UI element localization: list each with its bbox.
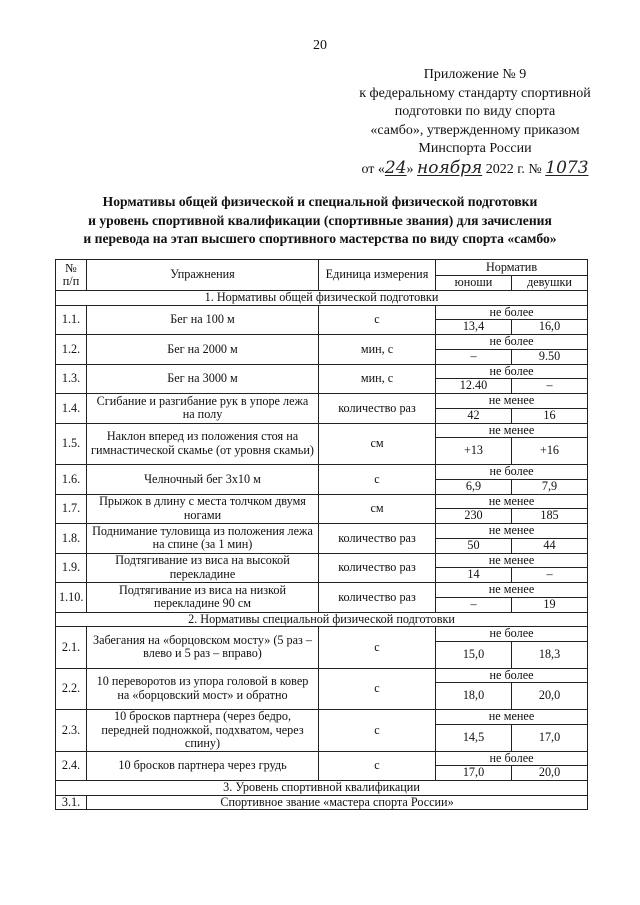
unit: с — [319, 668, 436, 710]
header-norm: Норматив — [436, 260, 588, 276]
exercise-name: Челночный бег 3х10 м — [87, 465, 319, 495]
girls-value: 9.50 — [512, 349, 588, 364]
unit: с — [319, 710, 436, 752]
norm-condition: не менее — [436, 423, 588, 438]
section-2-title: 2. Нормативы специальной физической подготовки — [56, 612, 588, 627]
norm-condition: не менее — [436, 524, 588, 539]
girls-value: 17,0 — [512, 724, 588, 751]
table-row — [56, 394, 588, 409]
appendix-line-2: к федеральному стандарту спортивной — [359, 85, 591, 101]
table-row — [56, 627, 588, 642]
table-row — [56, 795, 588, 810]
header-boys: юноши — [436, 275, 512, 291]
boys-value: 230 — [436, 509, 512, 524]
date-prefix: от « — [361, 161, 385, 177]
norm-condition: не более — [436, 751, 588, 766]
table-row — [56, 423, 588, 438]
boys-value: 18,0 — [436, 683, 512, 710]
section-3-title: 3. Уровень спортивной квалификации — [56, 781, 588, 796]
title-line-2: и уровень спортивной квалификации (спортивные звания) для зачисления — [88, 212, 552, 228]
boys-value: 15,0 — [436, 641, 512, 668]
girls-value: – — [512, 568, 588, 583]
table-row — [56, 524, 588, 539]
exercise-name: Поднимание туловища из положения лежа на спине (за 1 мин) — [87, 524, 319, 554]
norm-condition: не более — [436, 364, 588, 379]
appendix-header — [330, 66, 620, 179]
row-number: 2.3. — [56, 710, 87, 752]
row-number: 1.7. — [56, 494, 87, 524]
girls-value: 20,0 — [512, 683, 588, 710]
norm-condition: не менее — [436, 394, 588, 409]
appendix-line-4: «самбо», утвержденному приказом — [370, 122, 580, 138]
unit: количество раз — [319, 524, 436, 554]
boys-value: +13 — [436, 438, 512, 465]
exercise-name: Подтягивание из виса на низкой перекладине 90 см — [87, 583, 319, 613]
row-number: 1.5. — [56, 423, 87, 465]
page-number: 20 — [313, 38, 327, 53]
norm-condition: не менее — [436, 583, 588, 598]
appendix-line-1: Приложение № 9 — [423, 67, 527, 82]
exercise-name: 10 бросков партнера (через бедро, передней подножкой, подхватом, через спину) — [87, 710, 319, 752]
unit: с — [319, 627, 436, 669]
exercise-name: Забегания на «борцовском мосту» (5 раз – влево и 5 раз – вправо) — [87, 627, 319, 669]
header-girls: девушки — [512, 275, 588, 291]
row-number: 1.9. — [56, 553, 87, 583]
row-number: 1.2. — [56, 335, 87, 365]
exercise-name: Бег на 100 м — [87, 305, 319, 335]
exercise-name: Бег на 2000 м — [87, 335, 319, 365]
boys-value: – — [436, 597, 512, 612]
row-number: 2.2. — [56, 668, 87, 710]
header-row — [56, 260, 588, 276]
girls-value: 16 — [512, 408, 588, 423]
table-row — [56, 710, 588, 725]
date-year: 2022 г. № — [485, 161, 542, 177]
document-title — [20, 193, 620, 249]
standards-table — [55, 259, 588, 810]
girls-value: 18,3 — [512, 641, 588, 668]
row-number: 3.1. — [56, 795, 87, 810]
unit: мин, с — [319, 364, 436, 394]
boys-value: 14,5 — [436, 724, 512, 751]
unit: мин, с — [319, 335, 436, 365]
row-number: 1.1. — [56, 305, 87, 335]
appendix-line-3: подготовки по виду спорта — [394, 104, 556, 119]
norm-condition: не более — [436, 465, 588, 480]
header-exercise: Упражнения — [87, 260, 319, 291]
exercise-name: 10 переворотов из упора головой в ковер на «борцовский мост» и обратно — [87, 668, 319, 710]
unit: с — [319, 751, 436, 781]
row-number: 1.3. — [56, 364, 87, 394]
girls-value: 19 — [512, 597, 588, 612]
row-number: 1.8. — [56, 524, 87, 554]
exercise-name: Сгибание и разгибание рук в упоре лежа на полу — [87, 394, 319, 424]
norm-condition: не более — [436, 305, 588, 320]
norm-condition: не более — [436, 335, 588, 350]
table-row — [56, 553, 588, 568]
unit: количество раз — [319, 394, 436, 424]
unit: количество раз — [319, 553, 436, 583]
boys-value: 14 — [436, 568, 512, 583]
unit: см — [319, 494, 436, 524]
row-number: 1.4. — [56, 394, 87, 424]
section-1-title: 1. Нормативы общей физической подготовки — [56, 291, 588, 306]
header-unit: Единица измерения — [319, 260, 436, 291]
girls-value: 185 — [512, 509, 588, 524]
qualification-name: Спортивное звание «мастера спорта России» — [87, 795, 588, 810]
norm-condition: не более — [436, 668, 588, 683]
boys-value: 6,9 — [436, 479, 512, 494]
boys-value: 13,4 — [436, 320, 512, 335]
table-row — [56, 583, 588, 598]
handwritten-day: 24 — [384, 157, 407, 178]
boys-value: 17,0 — [436, 766, 512, 781]
title-line-3: и перевода на этап высшего спортивного мастерства по виду спорта «самбо» — [83, 231, 557, 246]
title-line-1: Нормативы общей физической и специальной физической подготовки — [102, 194, 538, 209]
girls-value: +16 — [512, 438, 588, 465]
section-3 — [56, 781, 588, 796]
girls-value: 16,0 — [512, 320, 588, 335]
unit: см — [319, 423, 436, 465]
table-row — [56, 364, 588, 379]
girls-value: 44 — [512, 538, 588, 553]
section-1 — [56, 291, 588, 306]
unit: с — [319, 305, 436, 335]
row-number: 2.4. — [56, 751, 87, 781]
exercise-name: Подтягивание из виса на высокой перекладине — [87, 553, 319, 583]
appendix-date-line — [330, 159, 620, 180]
unit: с — [319, 465, 436, 495]
girls-value: 20,0 — [512, 766, 588, 781]
handwritten-month: ноября — [417, 157, 483, 178]
row-number: 1.6. — [56, 465, 87, 495]
norm-condition: не менее — [436, 494, 588, 509]
row-number: 1.10. — [56, 583, 87, 613]
boys-value: 12.40 — [436, 379, 512, 394]
exercise-name: 10 бросков партнера через грудь — [87, 751, 319, 781]
boys-value: 42 — [436, 408, 512, 423]
header-num: № п/п — [56, 260, 87, 291]
exercise-name: Бег на 3000 м — [87, 364, 319, 394]
table-row — [56, 335, 588, 350]
girls-value: 7,9 — [512, 479, 588, 494]
exercise-name: Наклон вперед из положения стоя на гимнастической скамье (от уровня скамьи) — [87, 423, 319, 465]
table-row — [56, 465, 588, 480]
norm-condition: не более — [436, 627, 588, 642]
norm-condition: не менее — [436, 710, 588, 725]
row-number: 2.1. — [56, 627, 87, 669]
girls-value: – — [512, 379, 588, 394]
norm-condition: не менее — [436, 553, 588, 568]
exercise-name: Прыжок в длину с места толчком двумя ногами — [87, 494, 319, 524]
unit: количество раз — [319, 583, 436, 613]
appendix-line-5: Минспорта России — [418, 141, 532, 156]
table-row — [56, 494, 588, 509]
section-2 — [56, 612, 588, 627]
table-row — [56, 751, 588, 766]
handwritten-order-number: 1073 — [545, 157, 589, 178]
table-row — [56, 668, 588, 683]
table-row — [56, 305, 588, 320]
date-day-close: » — [406, 161, 414, 177]
boys-value: – — [436, 349, 512, 364]
boys-value: 50 — [436, 538, 512, 553]
